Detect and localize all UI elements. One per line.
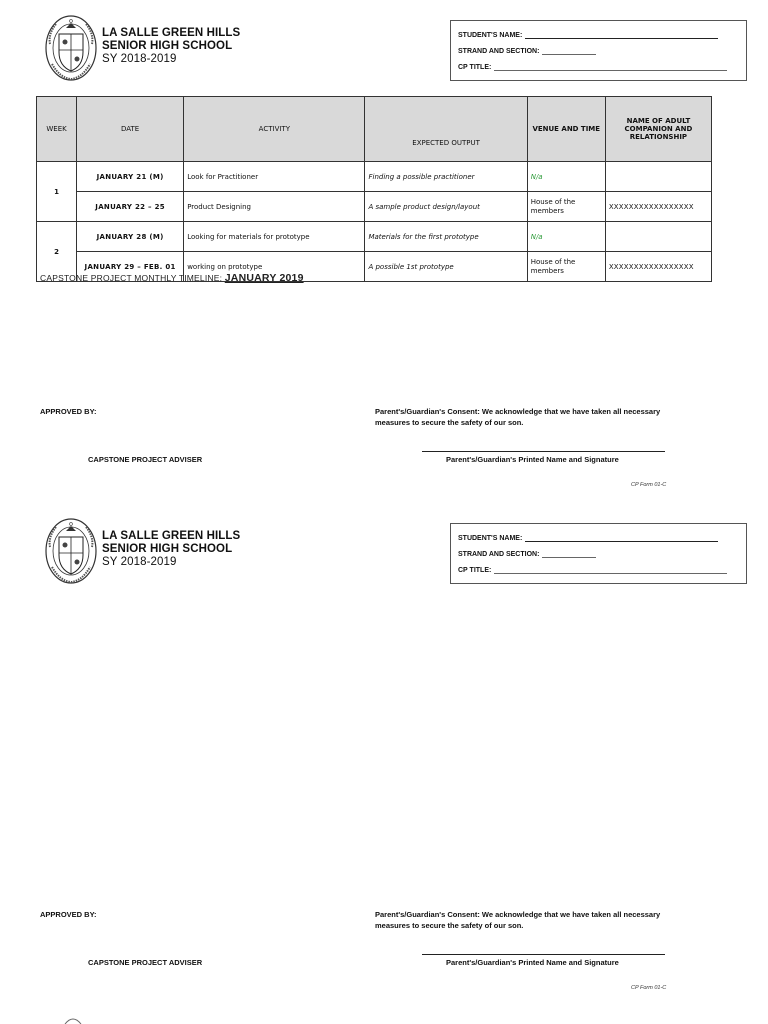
strand-section-label: STRAND AND SECTION: [458, 48, 540, 55]
cp-title-field[interactable] [458, 63, 727, 71]
guardian-consent-text: Parent's/Guardian's Consent: We acknowledge that we have taken all necessary measures to secure the safety of our son. [375, 407, 661, 427]
activity-cell: working on prototype [184, 252, 365, 282]
cp-title-line [494, 63, 727, 71]
date-cell: JANUARY 22 – 25 [77, 192, 184, 222]
expected-output-column-header: EXPECTED OUTPUT [365, 97, 527, 162]
student-info-box [450, 20, 747, 81]
student-name-line [525, 534, 718, 542]
output-cell: Materials for the first prototype [365, 222, 527, 252]
activity-column-header: ACTIVITY [184, 97, 365, 162]
adviser-label: CAPSTONE PROJECT ADVISER [88, 958, 203, 967]
activity-cell: Looking for materials for prototype [184, 222, 365, 252]
school-name: LA SALLE GREEN HILLS [102, 27, 241, 39]
strand-section-line [542, 47, 596, 55]
caption-month: JANUARY 2019 [224, 272, 304, 284]
strand-section-field[interactable] [458, 550, 596, 558]
school-division: SENIOR HIGH SCHOOL [102, 543, 233, 555]
week-cell: 2 [37, 222, 77, 282]
table-row [37, 222, 712, 252]
venue-column-header: VENUE AND TIME [527, 97, 605, 162]
approved-by-label: APPROVED BY: [40, 407, 97, 416]
cp-title-label: CP TITLE: [458, 567, 492, 574]
output-cell: A sample product design/layout [365, 192, 527, 222]
approved-by-label: APPROVED BY: [40, 910, 97, 919]
school-year: SY 2018-2019 [102, 556, 177, 568]
strand-section-line [542, 550, 596, 558]
student-name-line [525, 31, 718, 39]
week-column-header: WEEK [37, 97, 77, 162]
companion-cell [605, 162, 711, 192]
companion-cell: XXXXXXXXXXXXXXXXX [605, 252, 711, 282]
school-division: SENIOR HIGH SCHOOL [102, 40, 233, 52]
venue-cell: House of the members [527, 252, 605, 282]
school-name: LA SALLE GREEN HILLS [102, 530, 241, 542]
strand-section-label: STRAND AND SECTION: [458, 551, 540, 558]
date-column-header: DATE [77, 97, 184, 162]
output-cell: A possible 1st prototype [365, 252, 527, 282]
adviser-label: CAPSTONE PROJECT ADVISER [88, 455, 203, 464]
signature-line [422, 954, 665, 955]
student-name-label: STUDENT'S NAME: [458, 535, 523, 542]
table-row [37, 162, 712, 192]
signature-label: Parent's/Guardian's Printed Name and Signature [446, 455, 619, 464]
venue-cell: N/a [527, 162, 605, 192]
date-cell: JANUARY 28 (M) [77, 222, 184, 252]
timeline-caption [40, 272, 304, 284]
cp-title-label: CP TITLE: [458, 64, 492, 71]
school-seal-icon [64, 1016, 82, 1024]
venue-cell: House of the members [527, 192, 605, 222]
activity-cell: Look for Practitioner [184, 162, 365, 192]
strand-section-field[interactable] [458, 47, 596, 55]
guardian-consent-text: Parent's/Guardian's Consent: We acknowledge that we have taken all necessary measures to secure the safety of our son. [375, 910, 661, 930]
form-id: CP Form 01-C [631, 985, 667, 991]
table-row [37, 192, 712, 222]
table-header-row [37, 97, 712, 162]
school-seal-icon [44, 517, 98, 585]
activity-cell: Product Designing [184, 192, 365, 222]
companion-cell: XXXXXXXXXXXXXXXXX [605, 192, 711, 222]
timeline-table [36, 96, 712, 282]
student-name-field[interactable] [458, 31, 718, 39]
student-info-box [450, 523, 747, 584]
student-name-label: STUDENT'S NAME: [458, 32, 523, 39]
signature-label: Parent's/Guardian's Printed Name and Signature [446, 958, 619, 967]
caption-prefix: CAPSTONE PROJECT MONTHLY TIMELINE: [40, 273, 225, 283]
school-seal-icon [44, 14, 98, 82]
date-cell: JANUARY 29 – FEB. 01 [77, 252, 184, 282]
companion-column-header: NAME OF ADULT COMPANION AND RELATIONSHIP [605, 97, 711, 162]
output-cell: Finding a possible practitioner [365, 162, 527, 192]
companion-cell [605, 222, 711, 252]
student-name-field[interactable] [458, 534, 718, 542]
cp-title-line [494, 566, 727, 574]
week-cell: 1 [37, 162, 77, 222]
date-cell: JANUARY 21 (M) [77, 162, 184, 192]
form-id: CP Form 01-C [631, 482, 667, 488]
venue-cell: N/a [527, 222, 605, 252]
cp-title-field[interactable] [458, 566, 727, 574]
school-year: SY 2018-2019 [102, 53, 177, 65]
signature-line [422, 451, 665, 452]
